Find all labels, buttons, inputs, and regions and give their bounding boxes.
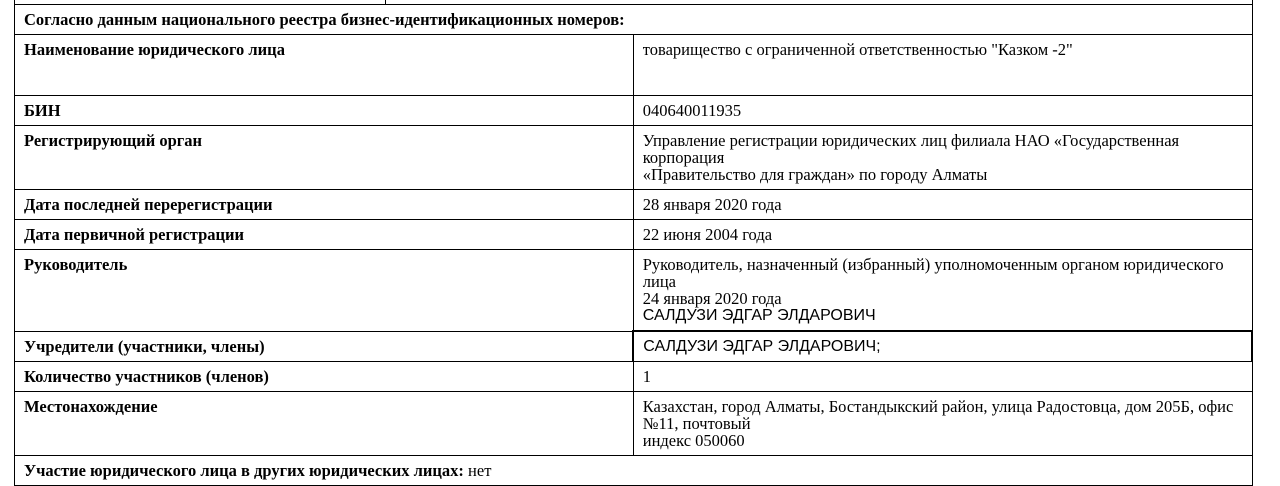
- head-label: Руководитель: [15, 250, 634, 332]
- location-line-2: индекс 050060: [642, 431, 745, 450]
- table-row-bin: [15, 96, 1253, 126]
- location-value: [633, 392, 1252, 456]
- bin-value: 040640011935: [633, 96, 1252, 126]
- section-title: Согласно данным национального реестра бизнес-идентификационных номеров:: [15, 5, 1253, 35]
- location-label: Местонахождение: [15, 392, 634, 456]
- table-row-head: [15, 250, 1253, 332]
- column-divider: [385, 0, 386, 4]
- location-line-1: Казахстан, город Алматы, Бостандыкский район, улица Радостовца, дом 205Б, офис №11, почтовый: [642, 397, 1234, 433]
- head-value: [633, 250, 1252, 332]
- table-row-last-reregistration: [15, 190, 1253, 220]
- head-line-1: Руководитель, назначенный (избранный) уполномоченным органом юридического лица: [642, 255, 1224, 291]
- first-registration-value: 22 июня 2004 года: [633, 220, 1252, 250]
- member-count-value: 1: [633, 362, 1252, 392]
- founders-label: Учредители (участники, члены): [15, 331, 634, 362]
- founders-value: САЛДУЗИ ЭДГАР ЭЛДАРОВИЧ;: [633, 331, 1252, 362]
- registrar-value: [633, 126, 1252, 190]
- table-row-first-registration: [15, 220, 1253, 250]
- registrar-line-2: «Правительство для граждан» по городу Алматы: [642, 165, 988, 184]
- first-registration-label: Дата первичной регистрации: [15, 220, 634, 250]
- entity-name-label: Наименование юридического лица: [15, 35, 634, 96]
- table-row-registrar: [15, 126, 1253, 190]
- registry-document: [14, 0, 1253, 486]
- registry-table: [14, 4, 1253, 486]
- table-row-participation: [15, 456, 1253, 486]
- member-count-label: Количество участников (членов): [15, 362, 634, 392]
- table-row-entity-name: [15, 35, 1253, 96]
- participation-label: Участие юридического лица в других юридических лицах:: [24, 461, 464, 480]
- registrar-label: Регистрирующий орган: [15, 126, 634, 190]
- head-name: САЛДУЗИ ЭДГАР ЭЛДАРОВИЧ: [642, 307, 876, 324]
- table-row-member-count: [15, 362, 1253, 392]
- last-reregistration-value: 28 января 2020 года: [633, 190, 1252, 220]
- participation-cell: [15, 456, 1253, 486]
- participation-value: нет: [468, 461, 492, 480]
- registrar-line-1: Управление регистрации юридических лиц филиала НАО «Государственная корпорация: [642, 131, 1180, 167]
- last-reregistration-label: Дата последней перерегистрации: [15, 190, 634, 220]
- table-row-location: [15, 392, 1253, 456]
- previous-table-edge: [14, 0, 1253, 4]
- entity-name-value: товарищество с ограниченной ответственностью "Казком -2": [633, 35, 1252, 96]
- section-header-row: [15, 5, 1253, 35]
- head-line-2: 24 января 2020 года: [642, 289, 782, 308]
- bin-label: БИН: [15, 96, 634, 126]
- table-row-founders: [15, 331, 1253, 362]
